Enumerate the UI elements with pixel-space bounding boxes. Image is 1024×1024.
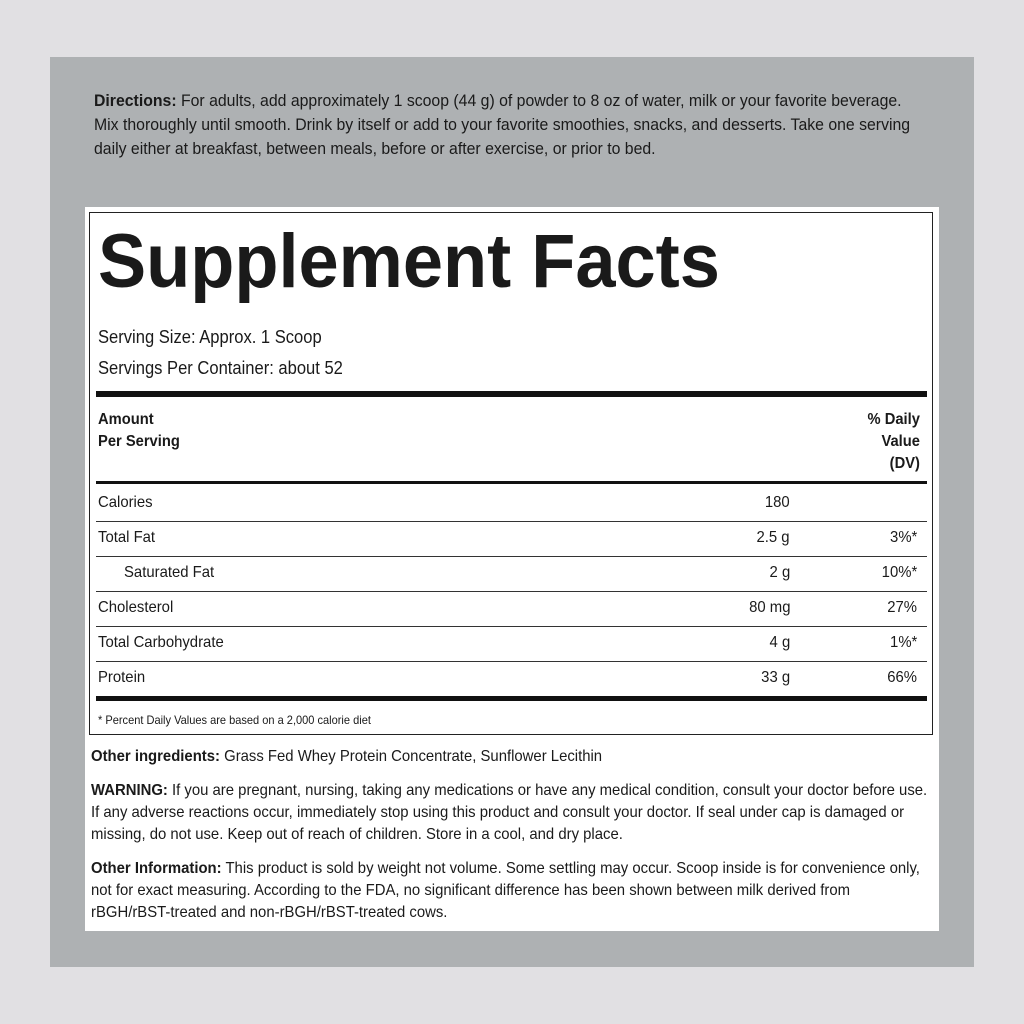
daily-value-footnote: * Percent Daily Values are based on a 2,000 calorie diet — [98, 713, 371, 727]
supplement-facts-box — [89, 212, 933, 735]
header-daily: % Daily — [867, 411, 920, 428]
daily-value-header — [868, 409, 920, 475]
nutrient-row — [96, 591, 927, 626]
nutrient-dv: 1%* — [889, 634, 917, 651]
nutrient-amount: 33 g — [761, 669, 790, 686]
nutrient-row — [96, 556, 927, 591]
nutrient-name: Saturated Fat — [124, 564, 215, 581]
nutrient-name: Cholesterol — [98, 599, 174, 616]
directions-text: For adults, add approximately 1 scoop (44 g) of powder to 8 oz of water, milk or your favorite beverage. Mix thoroughly until smooth. Drink by itself or add to your favorite smoothies, snacks, and desserts. Take one serving daily either at breakfast, between meals, before or after exercise, or prior to bed. — [94, 91, 911, 158]
nutrient-amount: 2 g — [769, 564, 790, 581]
warning-label: WARNING: — [91, 782, 168, 799]
header-dv: (DV) — [889, 455, 920, 472]
nutrient-row — [96, 486, 927, 521]
header-value: Value — [881, 433, 920, 450]
nutrient-name: Protein — [98, 669, 146, 686]
other-information-text: This product is sold by weight not volume. Some settling may occur. Scoop inside is for convenience only, not for exact measuring. According to the FDA, no significant difference has been shown between milk derived from rBGH/rBST-treated and non-rBGH/rBST-treated cows. — [91, 860, 920, 921]
nutrient-amount: 2.5 g — [756, 529, 790, 546]
nutrient-name: Calories — [98, 494, 153, 511]
divider-thick-top — [96, 391, 927, 397]
serving-size: Serving Size: Approx. 1 Scoop — [98, 327, 322, 347]
nutrient-dv: 10%* — [881, 564, 917, 581]
warning-text: If you are pregnant, nursing, taking any medications or have any medical condition, consult your doctor before use. If any adverse reactions occur, immediately stop using this product and consult your doctor. If seal under cap is damaged or missing, do not use. Keep out of reach of children. Store in a cool, and dry place. — [91, 782, 928, 843]
supplement-facts-title: Supplement Facts — [98, 219, 720, 304]
servings-per-container: Servings Per Container: about 52 — [98, 358, 343, 378]
other-ingredients — [91, 746, 928, 768]
nutrient-dv: 3%* — [889, 529, 917, 546]
nutrient-dv: 27% — [887, 599, 917, 616]
other-ingredients-label: Other ingredients: — [91, 748, 220, 765]
divider-thick-bottom — [96, 696, 927, 701]
directions-paragraph — [94, 89, 924, 161]
nutrient-amount: 80 mg — [748, 599, 790, 616]
other-ingredients-text: Grass Fed Whey Protein Concentrate, Sunflower Lecithin — [219, 748, 603, 765]
nutrient-dv: 66% — [887, 669, 917, 686]
nutrient-row — [96, 661, 927, 696]
directions-label: Directions: — [94, 91, 177, 110]
divider-thick-header — [96, 481, 927, 484]
nutrient-name: Total Carbohydrate — [98, 634, 224, 651]
nutrient-row — [96, 626, 927, 661]
nutrient-name: Total Fat — [98, 529, 156, 546]
other-information-label: Other Information: — [91, 860, 222, 877]
header-per-serving: Per Serving — [98, 433, 180, 450]
nutrient-amount: 4 g — [769, 634, 790, 651]
facts-card — [85, 207, 939, 931]
label-panel — [50, 57, 974, 967]
other-information — [91, 858, 928, 924]
header-amount: Amount — [98, 411, 154, 428]
warning — [91, 780, 928, 846]
amount-per-serving-header — [98, 409, 180, 453]
nutrient-row — [96, 521, 927, 556]
nutrient-amount: 180 — [765, 494, 790, 511]
